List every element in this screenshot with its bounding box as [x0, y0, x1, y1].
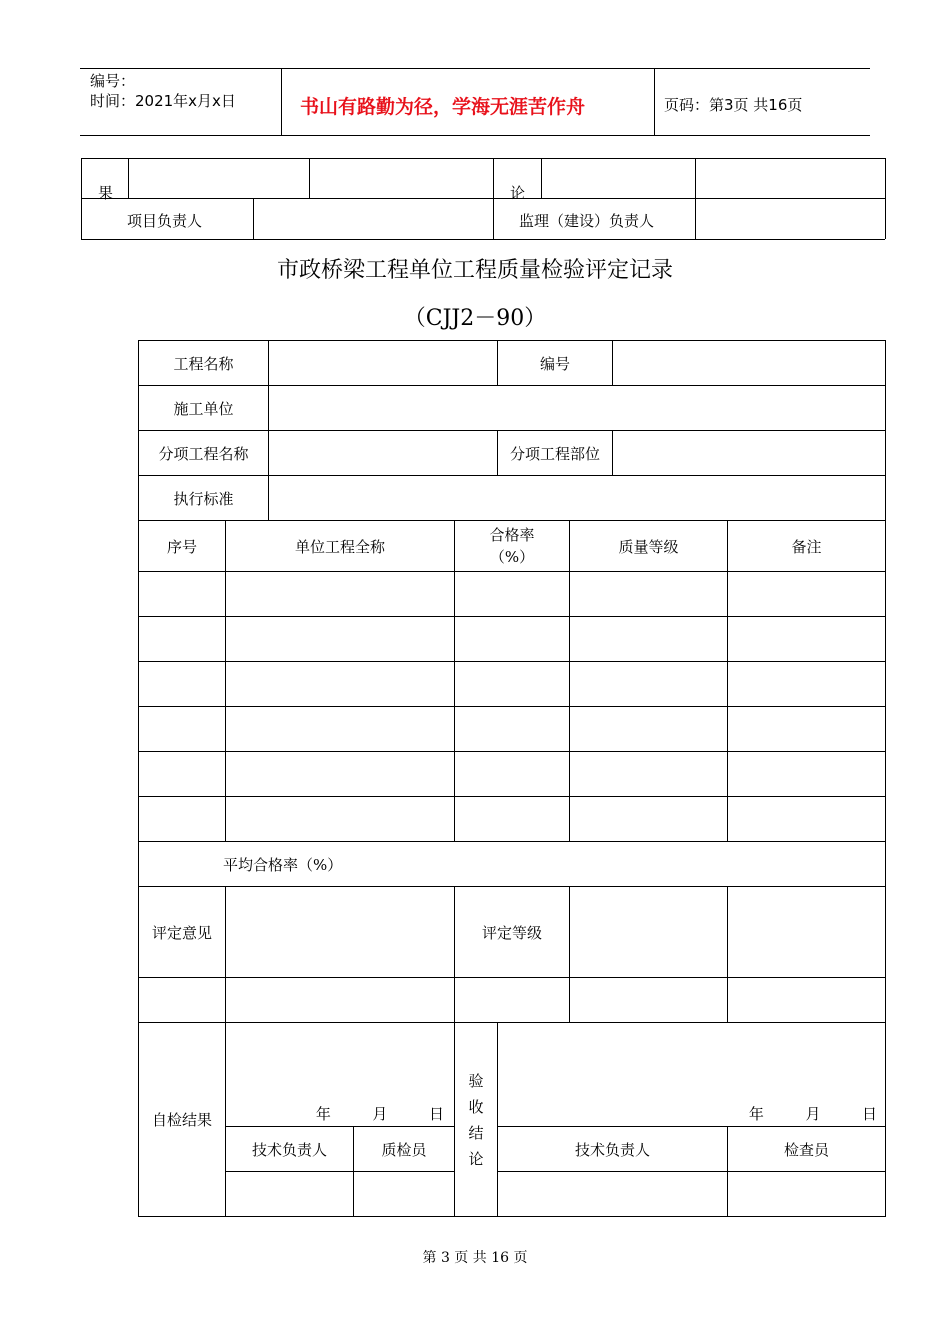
- acceptance-day: 日: [862, 1105, 878, 1123]
- tech-lead-2-sign[interactable]: [498, 1172, 728, 1217]
- col-remark-header: 备注: [728, 521, 886, 572]
- standard-label: 执行标准: [139, 476, 269, 521]
- sub-project-name-value[interactable]: [269, 431, 498, 476]
- qc-inspector-label: 质检员: [354, 1127, 455, 1172]
- project-lead-label: 项目负责人: [127, 212, 203, 230]
- col-unit-name-header: 单位工程全称: [226, 521, 455, 572]
- inspector-label: 检查员: [728, 1127, 886, 1172]
- eval-grade-label: 评定等级: [455, 887, 570, 978]
- acceptance-date-cell[interactable]: [498, 1023, 886, 1127]
- table-row: [139, 752, 886, 797]
- page-title: 市政桥梁工程单位工程质量检验评定记录: [276, 258, 673, 283]
- tech-lead-label: 技术负责人: [226, 1127, 354, 1172]
- project-name-value[interactable]: [269, 341, 498, 386]
- table-row: [139, 797, 886, 842]
- header-number-label: 编号：: [90, 72, 136, 90]
- construction-unit-value[interactable]: [269, 386, 886, 431]
- table-row: [139, 617, 886, 662]
- self-check-date-cell[interactable]: [226, 1023, 455, 1127]
- header-divider-2: [654, 68, 655, 135]
- col-pass-rate-line1: 合格率: [489, 526, 535, 544]
- eval-opinion-value[interactable]: [226, 887, 455, 978]
- tech-lead-2-label: 技术负责人: [498, 1127, 728, 1172]
- avg-pass-rate-label: 平均合格率（%）: [223, 855, 343, 874]
- project-name-label: 工程名称: [139, 341, 269, 386]
- sub-project-name-label: 分项工程名称: [139, 431, 269, 476]
- acceptance-char-1: 验: [468, 1071, 484, 1090]
- sub-project-part-value[interactable]: [613, 431, 886, 476]
- self-check-day: 日: [429, 1105, 445, 1123]
- acceptance-month: 月: [805, 1105, 821, 1123]
- table-row: [139, 572, 886, 617]
- col-pass-rate-line2: （%）: [489, 548, 535, 566]
- page-subtitle: （CJJ2－90）: [403, 306, 547, 331]
- page-footer: 第 3 页 共 16 页: [422, 1250, 528, 1266]
- header-top-rule: [80, 68, 870, 69]
- self-check-month: 月: [372, 1105, 388, 1123]
- header-motto: 书山有路勤为径，学海无涯苦作舟: [300, 96, 586, 118]
- acceptance-char-3: 结: [468, 1123, 484, 1142]
- table-row: [139, 707, 886, 752]
- construction-unit-label: 施工单位: [139, 386, 269, 431]
- acceptance-year: 年: [748, 1105, 764, 1123]
- table-row: [139, 662, 886, 707]
- header-page-label: 页码：第3页 共16页: [664, 96, 803, 114]
- quality-evaluation-form: [138, 340, 886, 1217]
- self-check-year: 年: [315, 1105, 331, 1123]
- number-label: 编号: [498, 341, 613, 386]
- col-grade-header: 质量等级: [570, 521, 728, 572]
- fragment-char-left: 果: [98, 184, 114, 202]
- standard-value[interactable]: [269, 476, 886, 521]
- acceptance-char-2: 收: [468, 1097, 484, 1116]
- acceptance-label: [455, 1023, 498, 1217]
- header-bottom-rule: [80, 135, 870, 136]
- acceptance-char-4: 论: [468, 1149, 484, 1168]
- supervisor-lead-label: 监理（建设）负责人: [519, 212, 655, 230]
- qc-inspector-sign[interactable]: [354, 1172, 455, 1217]
- inspector-sign[interactable]: [728, 1172, 886, 1217]
- eval-grade-value[interactable]: [570, 887, 728, 978]
- number-value[interactable]: [613, 341, 886, 386]
- tech-lead-sign[interactable]: [226, 1172, 354, 1217]
- avg-pass-rate-row[interactable]: [139, 842, 886, 887]
- eval-opinion-label: 评定意见: [139, 887, 226, 978]
- sub-project-part-label: 分项工程部位: [498, 431, 613, 476]
- header-time-label: 时间：2021年x月x日: [90, 92, 236, 110]
- header-divider-1: [281, 68, 282, 135]
- fragment-char-mid: 论: [510, 184, 526, 202]
- col-seq-header: 序号: [139, 521, 226, 572]
- self-check-label: 自检结果: [139, 1023, 226, 1217]
- col-pass-rate-header: [455, 521, 570, 572]
